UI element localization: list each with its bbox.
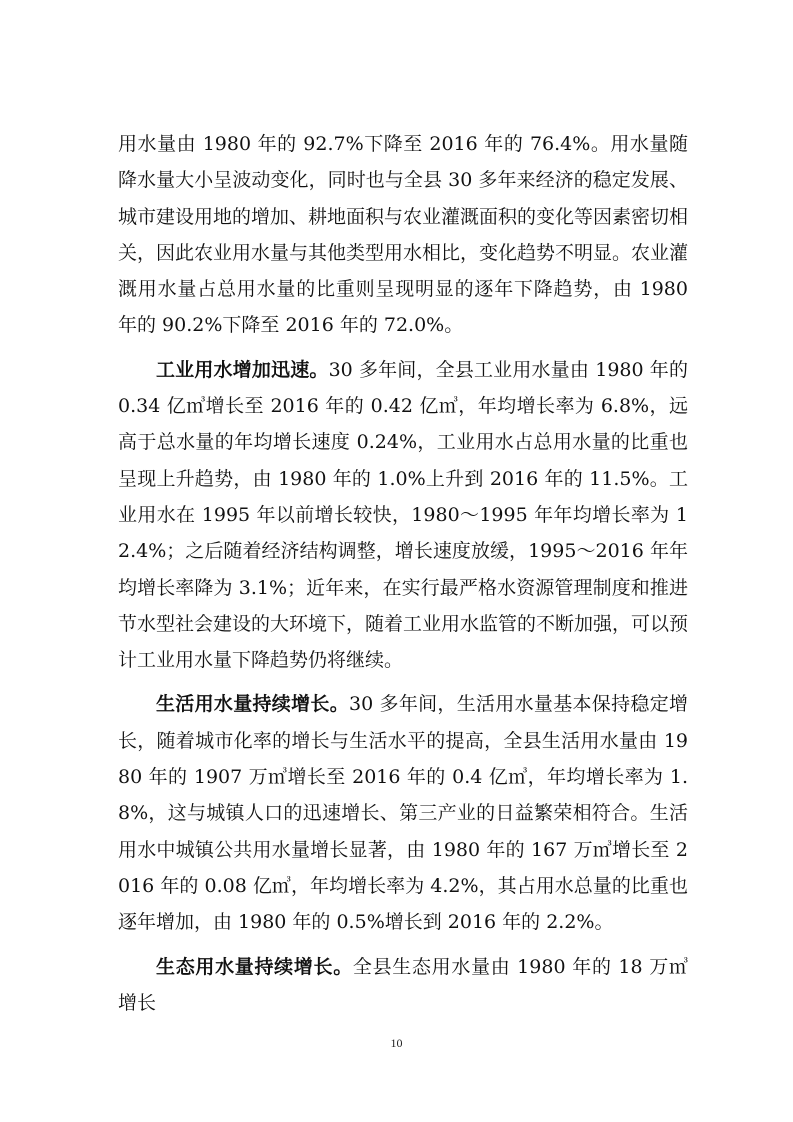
paragraph-lead-heading: 生活用水量持续增长。 bbox=[156, 693, 349, 716]
paragraph-text: 30 多年间，生活用水量基本保持稳定增长，随着城市化率的增长与生活水平的提高，全县生活用水量由 1980 年的 1907 万㎥增长至 2016 年的 0.4 亿㎥，年均增长率为 1.8%，这与城镇人口的迅速增长、第三产业的日益繁荣相符合。生活用水中城镇公共用水量增长显著，由 1980 年的 167 万㎥增长至 2016 年的 0.08 亿㎥，年均增长率为 4.2%，其占用水总量的比重也逐年增加，由 1980 年的 0.5%增长到 2016 年的 2.2%。 bbox=[118, 693, 688, 934]
paragraph-text: 30 多年间，全县工业用水量由 1980 年的 0.34 亿㎥增长至 2016 年的 0.42 亿㎥，年均增长率为 6.8%，远高于总水量的年均增长速度 0.24%，工业用水占总用水量的比重也呈现上升趋势，由 1980 年的 1.0%上升到 2016 年的 11.5%。工业用水在 1995 年以前增长较快，1980～1995 年年均增长率为 12.4%；之后随着经济结构调整，增长速度放缓，1995～2016 年年均增长率降为 3.1%；近年来，在实行最严格水资源管理制度和推进节水型社会建设的大环境下，随着工业用水监管的不断加强，可以预计工业用水量下降趋势仍将继续。 bbox=[118, 358, 689, 672]
document-body bbox=[118, 126, 688, 1029]
paragraph-lead-heading: 生态用水量持续增长。 bbox=[156, 955, 353, 978]
paragraph-lead-heading: 工业用水增加迅速。 bbox=[156, 358, 329, 381]
paragraph-text: 用水量由 1980 年的 92.7%下降至 2016 年的 76.4%。用水量随降水量大小呈波动变化，同时也与全县 30 多年来经济的稳定发展、城市建设用地的增加、耕地面积与农业灌溉面积的变化等因素密切相关，因此农业用水量与其他类型用水相比，变化趋势不明显。农业灌溉用水量占总用水量的比重则呈现明显的逐年下降趋势，由 1980 年的 90.2%下降至 2016 年的 72.0%。 bbox=[118, 133, 689, 337]
page-number: 10 bbox=[390, 1036, 403, 1050]
paragraph-agricultural-water bbox=[118, 126, 688, 344]
paragraph-text: 全县生态用水量由 1980 年的 18 万㎥增长 bbox=[118, 955, 688, 1014]
paragraph-industrial-water bbox=[118, 352, 688, 679]
paragraph-domestic-water bbox=[118, 686, 688, 940]
paragraph-ecological-water bbox=[118, 949, 688, 1022]
